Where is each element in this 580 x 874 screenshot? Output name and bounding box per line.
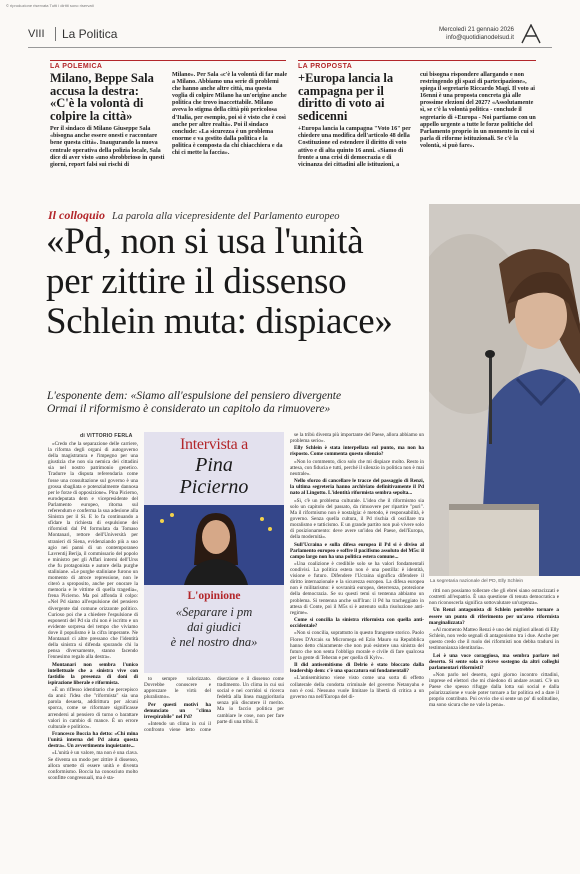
article-column-2: [144, 676, 284, 866]
schlein-photo-caption: La segretaria nazionale del PD, Elly Schlein: [430, 579, 524, 584]
main-headline-line-3: Schlein muta: dispiace»: [46, 301, 393, 342]
article-column-1: [48, 441, 138, 866]
polemica-rule: [50, 60, 286, 61]
article-paragraph: «Non parlo nel deserto, ogni giorno incontro cittadini, imprese ed elettori che mi chiedono di andare avanti. C'è un Paese che spesso rifugge dalla lotta sui social e dalla polarizzazione e vuole poter tornare a far politica ed a dare il proprio contributo. Poi ovvio che si sente un po' di solitudine, ma sono sicura che ne vale la pena».: [429, 671, 559, 709]
contact-email[interactable]: info@quotidianodelsud.it: [446, 34, 514, 41]
proposta-article: [298, 60, 538, 194]
article-paragraph: «È un riflesso identitario che percepisco da anni: l'idea che "riformista" sia una parola desueta, addirittura per alcuni sporca, come se riformare significasse arrendersi al pensiero di turno o barattare valori in cambio di mance. È un errore culturale e politico».: [48, 687, 138, 730]
opinion-box: [144, 585, 284, 673]
main-subheadline-line-2: Ormai il riformismo è considerato un capitolo da rimuovere»: [47, 403, 331, 415]
proposta-rule: [298, 60, 536, 61]
interview-question: Un Renzi antagonista di Schlein potrebbe tornare a essere un punto di riferimento per un'area riformista marginalizzata?: [429, 607, 559, 626]
issue-date: Mercoledì 21 gennaio 2026: [439, 26, 514, 33]
proposta-headline: +Europa lancia la campagna per il diritto di voto ai sedicenni: [298, 71, 394, 123]
page-number: VIII: [28, 28, 45, 40]
interview-question: Sull'Ucraina e sulla difesa europea il Pd si è diviso al Parlamento europeo e soffre il pacifismo assoluto del M5s: il campo largo non ha una politica estera comune...: [290, 541, 424, 560]
copyright-notice: © riproduzione riservata Tutti i diritti sono riservati: [6, 3, 94, 8]
article-paragraph: «Al momento Matteo Renzi è uno dei migliori alleati di Elly Schlein, non vedo segnali di antagonismo tra i due. Anche per questo credo che il ruolo dei riformisti non debba tradursi in testimonianza identitaria».: [429, 626, 559, 652]
interview-question: Francesco Boccia ha detto: «Chi mina l'unità interna del Pd aiuta questa destra». Un avvertimento inquietante...: [48, 730, 138, 750]
proposta-body: cui bisogna rispondere allargando e non restringendo gli spazi di partecipazione», spiega il segretario Riccardo Magi. Il voto ai 16enni è una proposta concreta già alle prossime elezioni del 2027? «Assolutamente sì, se c'è la volontà politica - conclude il segretario di +Europa - Noi partiamo con un appello urgente a tutte le forze politiche del Parlamento proprio in un momento in cui si parla di riforme istituzionali. Se c'è la volontà, si può fare».: [420, 72, 536, 149]
polemica-lead: Per il sindaco di Milano Giuseppe Sala «bisogna anche essere onesti e raccontare bene questa città». Inaugurando la nuova centrale operativa della polizia locale, Sala dice di aver visto «uno sbrobbrioso in questi giorni, report falsi sui rischi di: [50, 126, 165, 169]
proposta-lead: +Europa lancia la campagna "Voto 16" per chiedere una modifica dell'articolo 48 della Costituzione ed estendere il diritto di voto attivo e di alta quinto 16 anni. «Siamo di fronte a una crisi di democrazia e di vicinanza dei cittadini alle istituzioni, a: [298, 126, 411, 169]
main-subheadline-line-1: L'esponente dem: «Siamo all'espulsione del pensiero divergente: [47, 390, 342, 402]
interview-box-name-1: Pina: [195, 454, 233, 476]
byline: di VITTORIO FERLA: [80, 433, 133, 439]
interview-box-name-2: Picierno: [179, 476, 249, 498]
opinion-quote-line-2: dai giudici: [187, 620, 241, 634]
opinion-label: L'opinione: [187, 590, 241, 602]
interview-box-title: Intervista a: [180, 436, 248, 453]
article-paragraph: se la tribù diventa più importante del Paese, allora abbiamo un problema serio».: [290, 432, 424, 445]
schlein-photo: [429, 204, 580, 576]
opinion-quote-line-1: «Separare i pm: [175, 605, 253, 619]
schlein-photo-illustration: [429, 204, 580, 576]
article-paragraph: «Non si concilia, soprattutto in questo frangente storico. Paolo Flores D'Arcais su Micromega ed Ezio Mauro su Repubblica hanno detto chiaramente che non può esistere una sinistra del futuro che non senta l'obbligo morale e civile di fare qualcosa per la gente di Teheran e per quella di Kyiv».: [290, 630, 424, 661]
article-paragraph: to sempre valorizzato. Dovrebbe conoscere e apprezzare le virtù del pluralismo».: [144, 676, 211, 701]
polemica-headline: Milano, Beppe Sala accusa la destra: «C'è la volontà di colpire la città»: [50, 71, 154, 123]
main-headline-line-1: «Pd, non si usa l'unità: [46, 221, 364, 262]
proposta-kicker: LA PROPOSTA: [298, 63, 353, 70]
page-header: [28, 24, 552, 48]
logo-mark-icon: [520, 24, 542, 44]
article-paragraph: «Credo che la separazione delle carriere, la riforma degli organi di autogoverno della magistratura e l'impegno per una giustizia che non sia nemica dei cittadini sia nel nostro patrimonio genetico. Tradurre la disputa referendaria come fosse una consultazione sul governo è una grossa sbagliata e potenzialmente dannosa per le forze di opposizione». Pina Picierno, eurodeputata dem e vicepresidente del Parlamento europeo, ritorna sul referendum e conferma la sua adesione alla Sinistra per il Sì. E lo fa continuando a sfidare la richiesta di espulsione dei riformisti dal Pd formulata da Tomaso Montanari, rettore dell'Università per stranieri di Siena, evidenziando più a suo agio nei panni di un contemporaneo Lavrentij Berija, il commissario del popolo e ministro per gli Affari interni dell'Urss che fu protagonista e autore della purghe staliniane. «Le purghe staliniane furono un momento di atroce repressione, non le citerò a sproposito, anche per onorare la memoria e le vittime di quella tragedia», frena Picierno. Ma poi affonda il colpo: «Nel Pd siamo all'espulsione del pensiero divergente dal comune orizzonte politico. Curioso poi che a chiedere l'espulsione di esponenti del Pd sia chi non è iscritto e un evidente sorpresa del tempo che viviamo dove il populismo è la cifra imperante. Ne Montanari ci altre pressano che l'identità della sinistra si difenda spurando chi la pensa diversamente, stanno facendo l'ennesimo regalo alla destra».: [48, 441, 138, 661]
article-paragraph: ritti non possiamo tollerare che gli ebrei siano ostracizzati e costretti all'espatrio. È una questione di tenuta democratica e non riconoscerla significa sottovalutare un'urgenza».: [429, 588, 559, 607]
picierno-photo: [144, 505, 284, 585]
interview-question: Come si concilia la sinistra riformista con quella anti-occidentale?: [290, 617, 424, 630]
header-divider: [55, 27, 56, 41]
article-column-3: [290, 432, 424, 866]
main-headline: [46, 222, 446, 342]
polemica-kicker: LA POLEMICA: [50, 63, 103, 70]
interview-question: Per questi motivi ha denunciato un "clima irrespirabile" nel Pd?: [144, 701, 211, 720]
interview-question: Il did antisemitismo di Delrio è stato bloccato dalla leadership dem: c'è una spaccatura sui fondamentali?: [290, 662, 424, 675]
main-kicker-label: Il colloquio: [48, 208, 106, 222]
interview-question: Elly Schlein è stata interpellata sul punto, ma non ha risposto. Come commenta questo silenzio?: [290, 445, 424, 458]
article-paragraph: «Non lo commento, dico solo che mi dispiace molto. Resto in attesa, con fiducia e tutti, perché il silenzio in politica non è mai neutrale».: [290, 458, 424, 477]
article-paragraph: «L'antisemitismo viene visto come una sorta di effetto collaterale della condotta criminale del governo Netanyahu e non è così. Nessuno vuole limitare la libertà di critica a un governo ma nell'Europa del di-: [290, 675, 424, 700]
interview-question: Montanari non sembra l'unico intellettuale che a sinistra vive con fastidio la presenza di doni di ispirazione liberale e riformista.: [48, 661, 138, 686]
newspaper-logo: [520, 24, 542, 44]
polemica-body: Milano». Per Sala «c'è la volontà di far male a Milano. Abbiamo una serie di problemi che hanno anche altre città, ma questa voglia di colpire Milano ha un'origine anche politica che trovo inaccettabile. Milano aveva lo stigma della città più pericolosa d'Italia, per esempio, poi si è visto che è così anche per altre realtà». Poi il sindaco conclude: «La sicurezza è un problema enorme e va gestito dalla politica e la politica è composta da chi chiacchiera e da chi ci mette la faccia».: [172, 72, 288, 157]
article-paragraph: «Una coalizione è credibile solo se ha valori fondamentali condivisi. La politica estera non è una postilla: è identità, visione e futuro. Difendere l'Ucraina significa difendere il diritto internazionale e la sicurezza europea. La difesa europea non è militarismo: è sovranità europea, deterrenza, protezione della democrazia. Se su questi temi si tentenna abbiamo un problema. Si tentenna anche sull'Iran: il Pd ha tracheggiato in attesa di Conte, poi il M5s si è astenuto sulla risoluzione anti-regime».: [290, 561, 424, 616]
article-column-4: [429, 588, 559, 866]
article-paragraph: «Intendo un clima in cui il confronto viene letto come diserzione e il dissenso come tradimento. Un clima in cui sui social e nei corridoi si ricerca fedeltà alla linea maggioritaria senza più discutere il merito. Ma io faccio politica per cambiare le cose, non per fare parte di una tribù. E: [144, 676, 284, 734]
main-kicker-text: La parola alla vicepresidente del Parlamento europeo: [112, 211, 340, 222]
main-subheadline: [47, 390, 437, 416]
interview-question: Lei è una voce coraggiosa, ma sembra parlare nel deserto. Si sente sola o riceve sostegno da altri colleghi parlamentari riformisti?: [429, 652, 559, 671]
article-paragraph: «Sì, c'è un problema culturale. L'idea che il riformismo sia solo un capitolo del passato, da rimuovere per ripartire "puri". Ma il riformismo non è nostalgia: è metodo, è responsabilità, è governo. Senza quella cultura, il Pd rischia di oscillare tra moralismo e tatticismo. E un grande partito non può vivere solo di posizionamento: deve avere un'idea del Paese, dell'Europa, della modernità».: [290, 497, 424, 541]
section-title: La Politica: [62, 27, 118, 41]
opinion-quote-line-3: è nel nostro dna»: [170, 635, 258, 649]
picierno-photo-illustration: [144, 505, 284, 585]
polemica-article: [50, 60, 290, 194]
main-headline-line-2: per zittire il dissenso: [46, 261, 347, 302]
interview-question: Nello sforzo di cancellare le tracce del passaggio di Renzi, la ultima segreteria hanno archiviato definitivamente il Pd nato al Lingotto. L'identità riformista sembra sepolta...: [290, 478, 424, 497]
article-paragraph: «L'unità è un valore, ma non è una clava. Se diventa un modo per zittire il dissenso, allora smette di essere unità e diventa conformismo. Boccia ha conosciuto molto sconfitte congressuali, ma è sta-: [48, 750, 138, 781]
